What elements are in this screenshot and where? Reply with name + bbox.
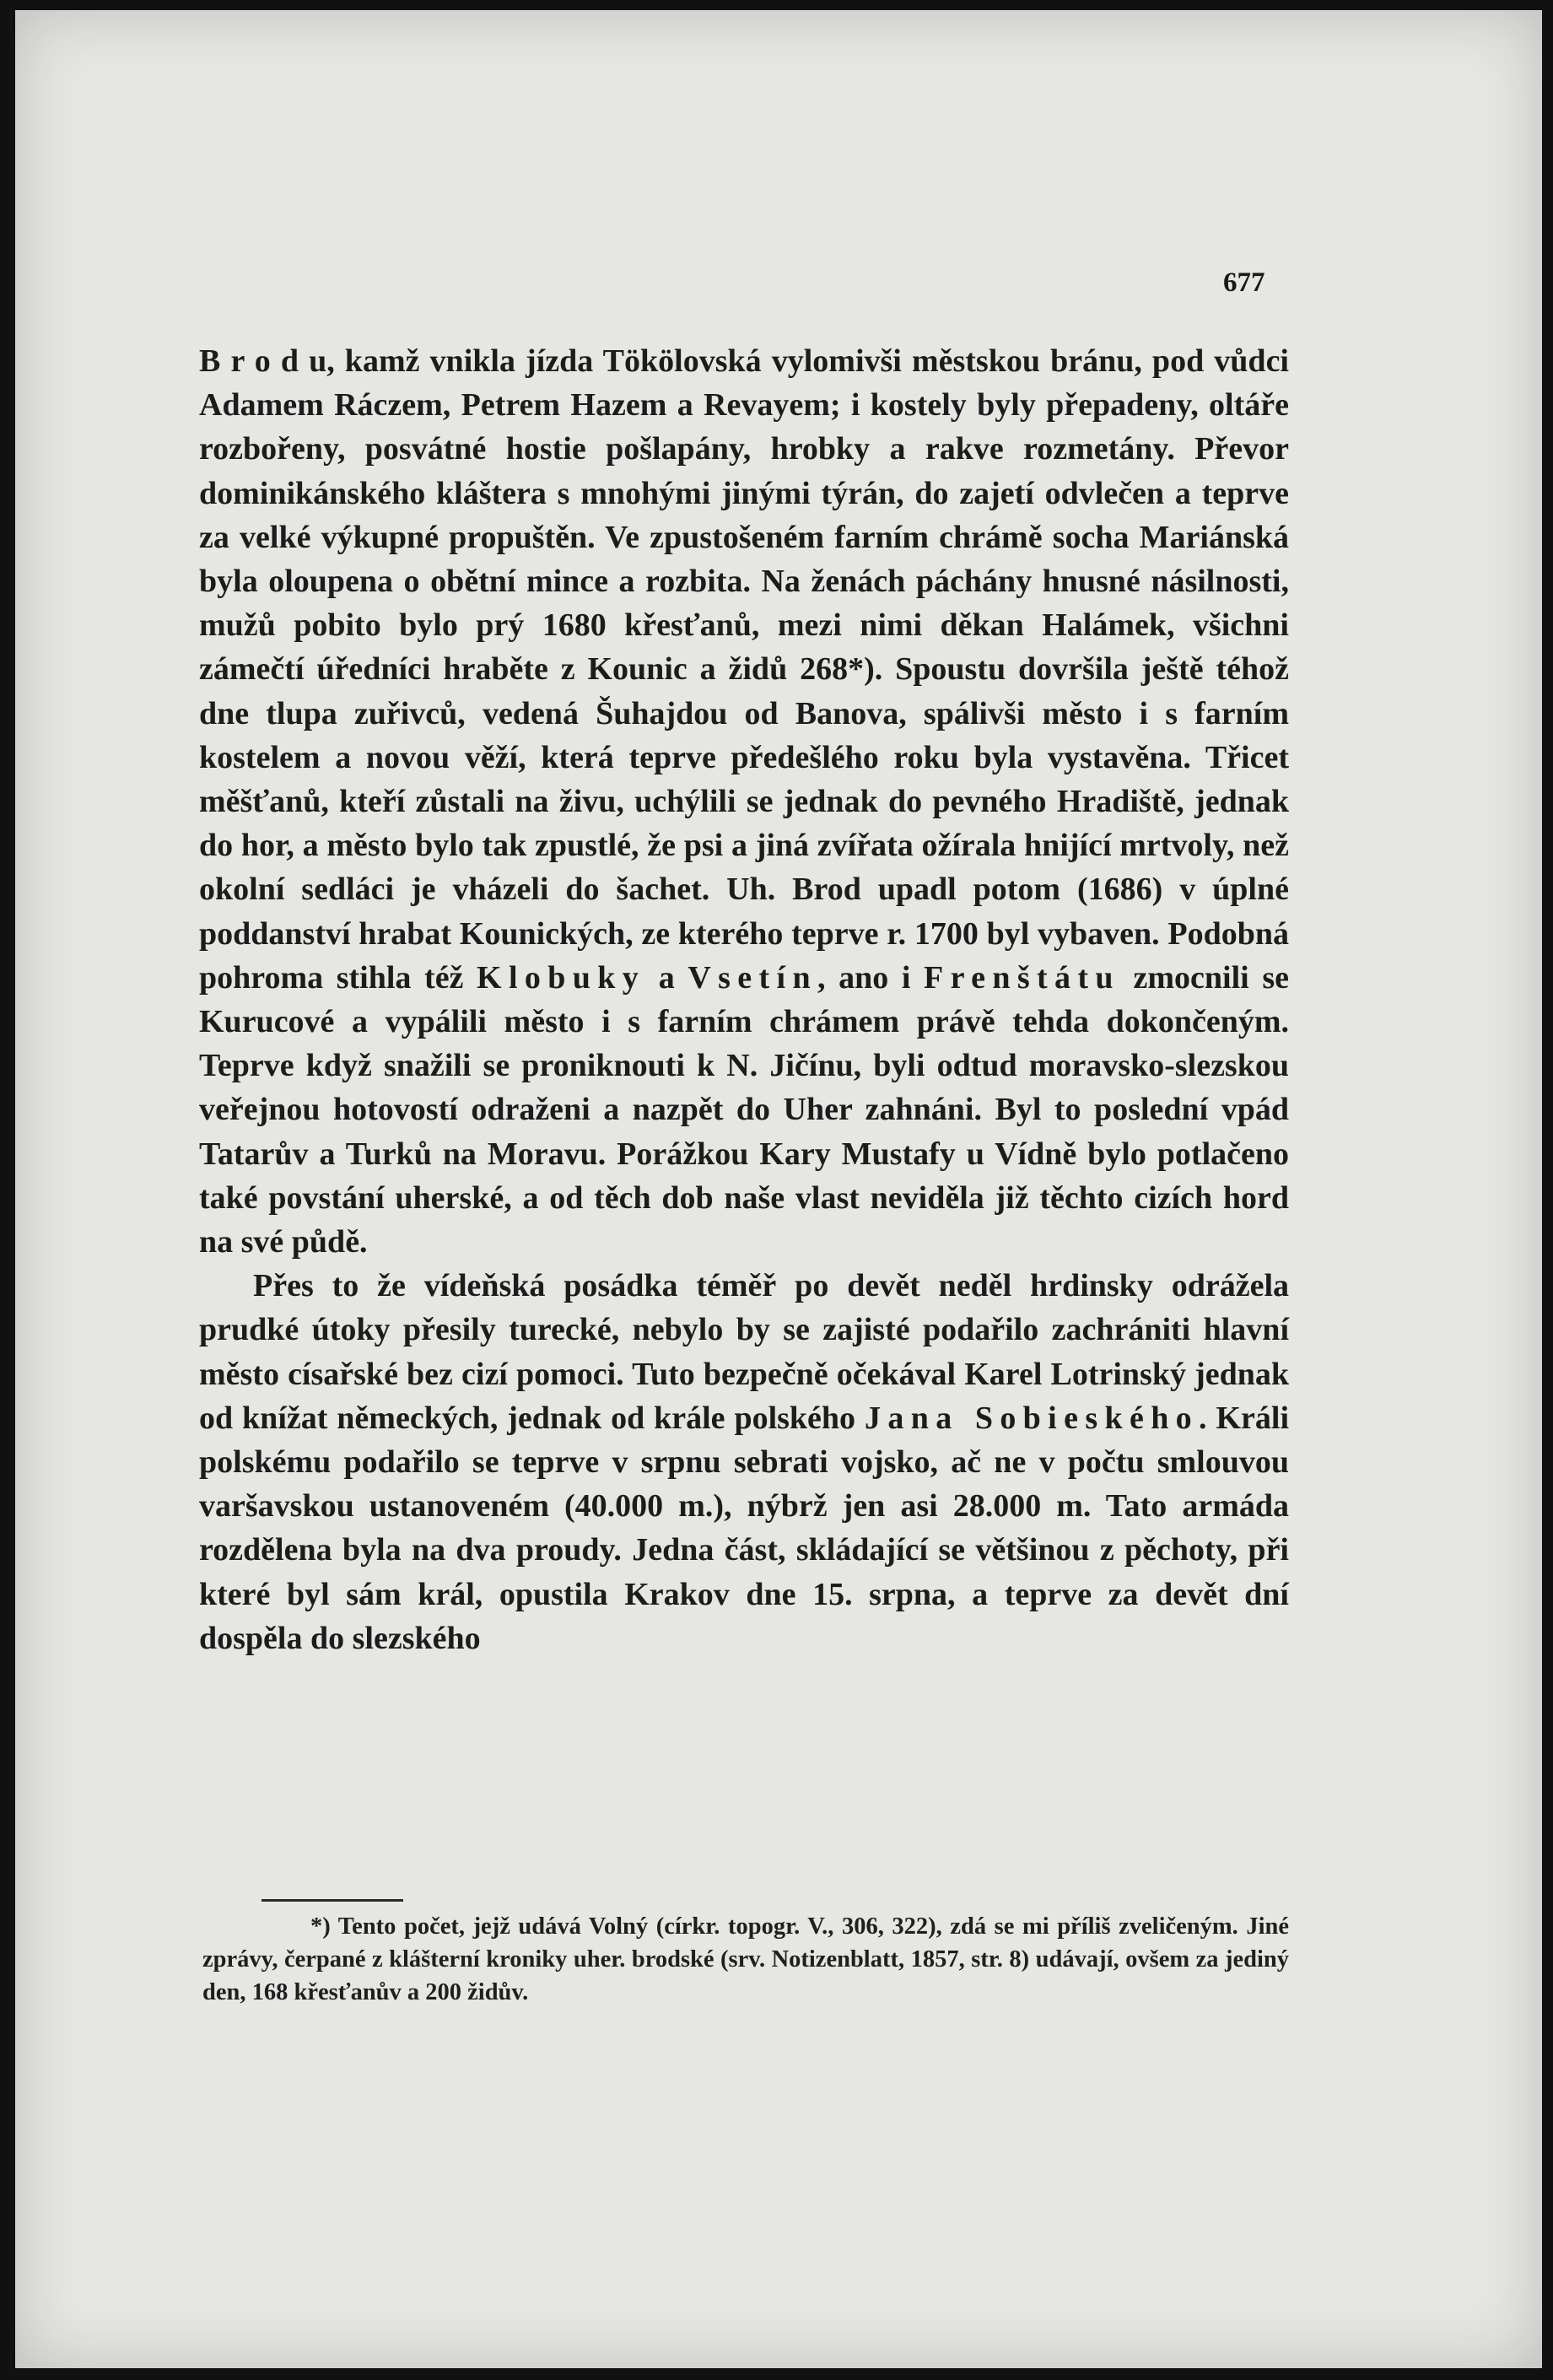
paragraph-2 — [199, 1264, 1289, 1660]
footnotes — [202, 1910, 1289, 2009]
page-number: 677 — [1223, 267, 1265, 298]
spaced-place-name: Klobuky — [477, 959, 646, 996]
paragraph-text: Přes to že vídeňská posádka téměř po devět neděl hrdinsky odrážela prudké útoky přesily turecké, nebylo by se zajisté podařilo zachrániti hlavní město císařské bez cizí pomoci. Tuto bezpečně očekával Karel Lotrinský jednak od knížat německých, jednak od krále polského — [199, 1268, 1289, 1436]
spaced-place-name: Vsetín — [688, 959, 817, 996]
paragraph-text: . Králi polskému podařilo se teprve v srpnu sebrati vojsko, ač ne v počtu smlouvou varšavskou ustanoveném (40.000 m.), nýbrž jen asi 28.000 m. Tato armáda rozdělena byla na dva proudy. Jedna část, skládající se většinou z pěchoty, při které byl sám král, opustila Krakov dne 15. srpna, a teprve za devět dní dospěla do slezského — [199, 1400, 1289, 1656]
footnote-divider — [262, 1899, 403, 1902]
paragraph-text: , ano i — [817, 959, 925, 996]
paragraph-1 — [199, 339, 1289, 1264]
main-text — [199, 339, 1289, 1660]
paragraph-text: zmocnili se Kurucové a vypálili město i s farním chrámem právě tehda dokončeným. Teprve když snažili se proniknouti k N. Jičínu, byli odtud moravsko-slezskou veřejnou hotovostí odraženi a nazpět do Uher zahnáni. Byl to poslední vpád Tatarův a Turků na Moravu. Porážkou Kary Mustafy u Vídně bylo potlačeno také povstání uherské, a od těch dob naše vlast neviděla již těchto cizích hord na své půdě. — [199, 959, 1289, 1260]
footnote: *) Tento počet, jejž udává Volný (církr. topogr. V., 306, 322), zdá se mi příliš zveličeným. Jiné zprávy, čerpané z klášterní kroniky uher. brodské (srv. Notizenblatt, 1857, str. 8) udávají, ovšem za jediný den, 168 křesťanův a 200 židův. — [202, 1913, 1289, 2005]
spaced-place-name: B r o d u — [199, 343, 327, 379]
paragraph-text: , kamž vnikla jízda Tökölovská vylomivši městskou bránu, pod vůdci Adamem Ráczem, Petrem Hazem a Revayem; i kostely byly přepadeny, oltáře rozbořeny, posvátné hostie pošlapány, hrobky a rakve rozmetány. Převor dominikánského kláštera s mnohými jinými týrán, do zajetí odvlečen a teprve za velké výkupné propuštěn. Ve zpustošeném farním chrámě socha Mariánská byla oloupena o obětní mince a rozbita. Na ženách páchány hnusné násilnosti, mužů pobito bylo prý 1680 křesťanů, mezi nimi děkan Halámek, všichni zámečtí úředníci hraběte z Kounic a židů 268*). Spoustu dovršila ještě téhož dne tlupa zuřivců, vedená Šuhajdou od Banova, spálivši město i s farním kostelem a novou věží, která teprve předešlého roku byla vystavěna. Třicet měšťanů, kteří zůstali na živu, uchýlili se jednak do pevného Hradiště, jednak do hor, a město bylo tak zpustlé, že psi a jiná zvířata ožírala hnijící mrtvoly, než okolní sedláci je vházeli do šachet. Uh. Brod upadl potom (1686) v úplné poddanství hrabat Kounických, ze kterého teprve r. 1700 byl vybaven. Podobná pohroma stihla též — [199, 343, 1289, 996]
paragraph-text: a — [645, 959, 688, 996]
book-page — [15, 10, 1542, 2368]
spaced-place-name: Frenštátu — [924, 959, 1120, 996]
spaced-person-name: Jana Sobieského — [864, 1400, 1200, 1436]
